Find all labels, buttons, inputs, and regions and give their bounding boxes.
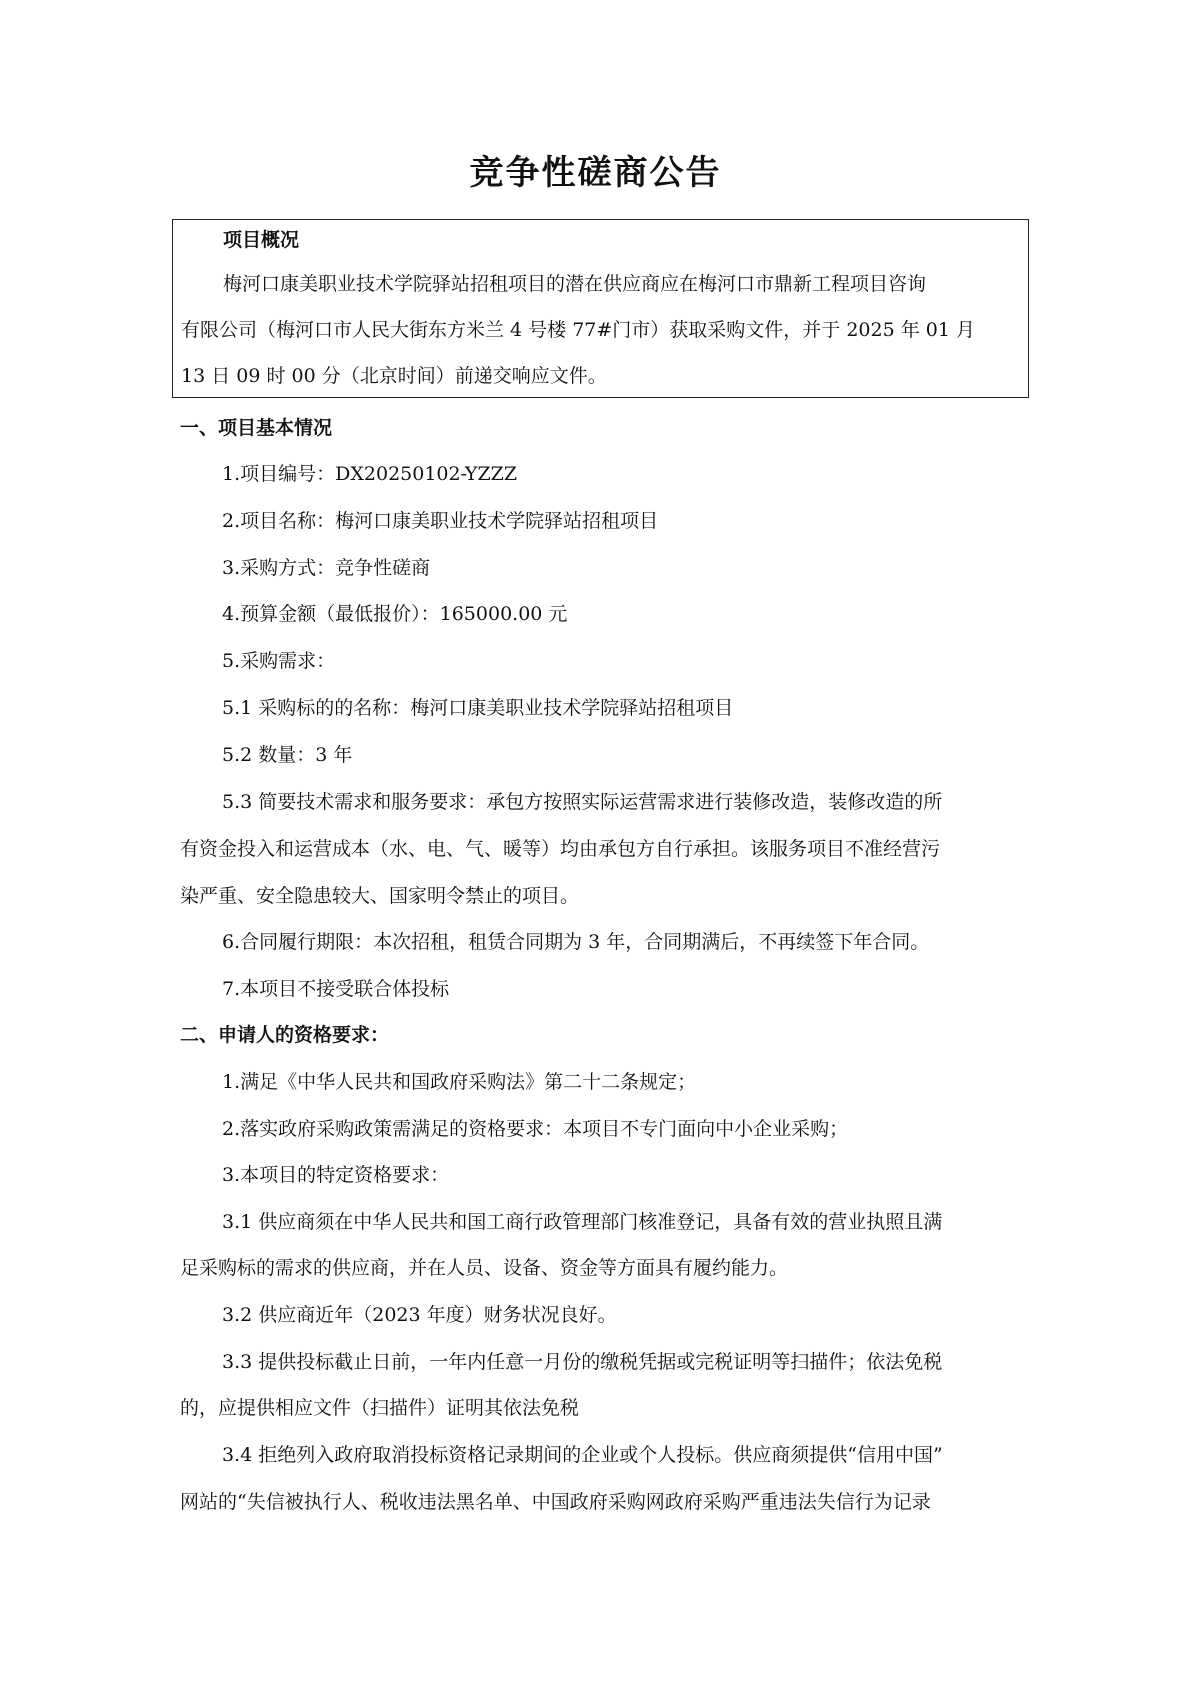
overview-text-line: 有限公司（梅河口市人民大街东方米兰 4 号楼 77#门市）获取采购文件，并于 2025 年 01 月: [181, 319, 975, 341]
requirement-item: 3.1 供应商须在中华人民共和国工商行政管理部门核准登记，具备有效的营业执照且满: [222, 1211, 943, 1233]
contract-period: 6.合同履行期限：本次招租，租赁合同期为 3 年，合同期满后，不再续签下年合同。: [222, 931, 930, 953]
technical-requirements-line: 有资金投入和运营成本（水、电、气、暖等）均由承包方自行承担。该服务项目不准经营污: [180, 838, 941, 860]
requirement-item: 3.本项目的特定资格要求：: [222, 1164, 450, 1186]
project-overview-box: [172, 219, 1029, 398]
section-heading-basic-info: 一、项目基本情况: [180, 417, 333, 439]
requirement-item: 3.3 提供投标截止日前，一年内任意一月份的缴税凭据或完税证明等扫描件；依法免税: [222, 1351, 943, 1373]
requirement-item: 网站的“失信被执行人、税收违法黑名单、中国政府采购网政府采购严重违法失信行为记录: [180, 1491, 931, 1513]
document-title: 竞争性磋商公告: [469, 153, 722, 193]
requirement-item: 2.落实政府采购政策需满足的资格要求：本项目不专门面向中小企业采购；: [222, 1118, 849, 1140]
requirement-item: 的，应提供相应文件（扫描件）证明其依法免税: [180, 1397, 580, 1419]
budget-amount: 4.预算金额（最低报价）：165000.00 元: [222, 603, 568, 625]
overview-text-line: 13 日 09 时 00 分（北京时间）前递交响应文件。: [181, 365, 607, 387]
technical-requirements-line: 染严重、安全隐患较大、国家明令禁止的项目。: [180, 885, 580, 907]
section-heading-qualifications: 二、申请人的资格要求：: [180, 1024, 390, 1046]
technical-requirements-line: 5.3 简要技术需求和服务要求：承包方按照实际运营需求进行装修改造，装修改造的所: [222, 791, 943, 813]
requirement-item: 1.满足《中华人民共和国政府采购法》第二十二条规定；: [222, 1071, 697, 1093]
consortium-policy: 7.本项目不接受联合体投标: [222, 978, 450, 1000]
project-name: 2.项目名称：梅河口康美职业技术学院驿站招租项目: [222, 510, 659, 532]
project-number: 1.项目编号：DX20250102-YZZZ: [222, 463, 518, 485]
overview-heading: 项目概况: [223, 229, 300, 251]
procurement-method: 3.采购方式：竞争性磋商: [222, 557, 431, 579]
procurement-needs: 5.采购需求：: [222, 650, 336, 672]
requirement-item: 足采购标的需求的供应商，并在人员、设备、资金等方面具有履约能力。: [180, 1257, 789, 1279]
procurement-subject: 5.1 采购标的的名称：梅河口康美职业技术学院驿站招租项目: [222, 697, 734, 719]
requirement-item: 3.4 拒绝列入政府取消投标资格记录期间的企业或个人投标。供应商须提供“信用中国”: [222, 1444, 943, 1466]
overview-text-line: 梅河口康美职业技术学院驿站招租项目的潜在供应商应在梅河口市鼎新工程项目咨询: [223, 273, 927, 295]
quantity: 5.2 数量：3 年: [222, 744, 353, 766]
requirement-item: 3.2 供应商近年（2023 年度）财务状况良好。: [222, 1304, 617, 1326]
